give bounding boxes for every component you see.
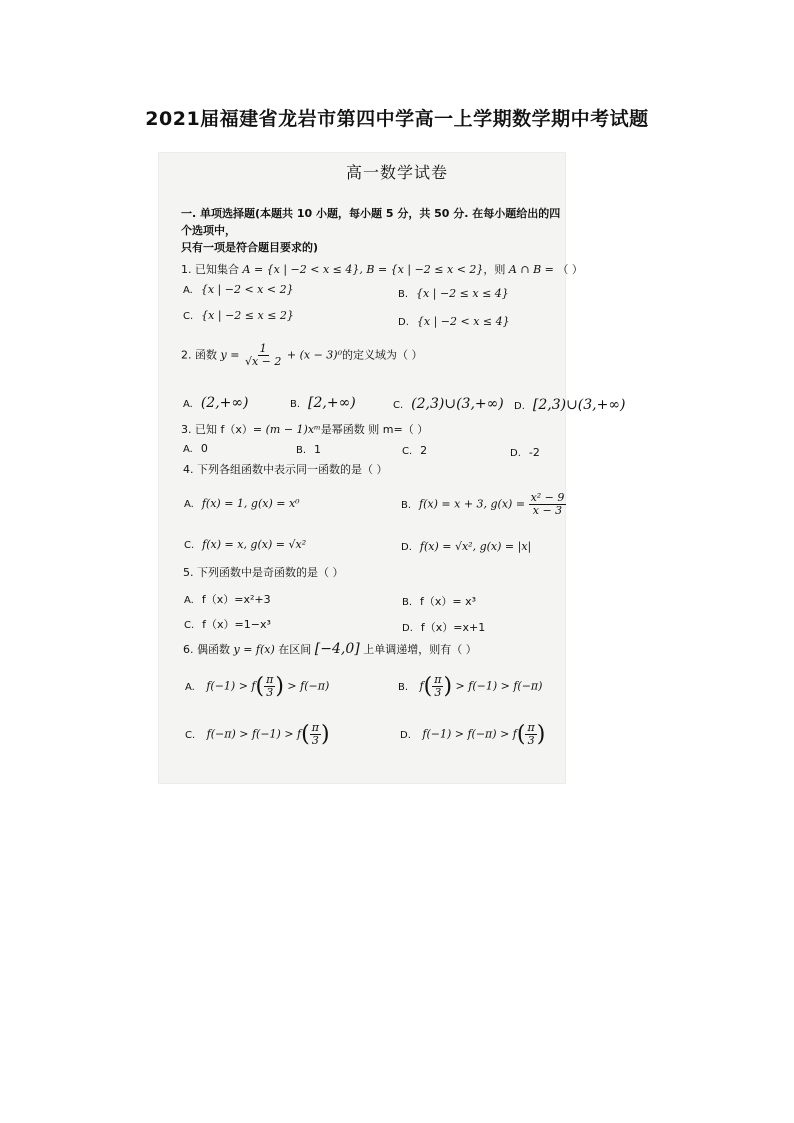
option-label: B.	[398, 681, 409, 693]
right-paren: )	[536, 722, 546, 747]
option-label: C.	[393, 400, 404, 411]
question-number: 1.	[181, 263, 192, 276]
question-6-option-a	[185, 674, 329, 699]
option-label: C.	[183, 311, 194, 322]
question-2-option-d	[514, 397, 625, 413]
option-text: 2	[420, 444, 428, 457]
option-text: f(x) = 1, g(x) = x⁰	[201, 497, 300, 510]
option-text: f(−1) > f(−π) > f	[422, 727, 517, 741]
option-text: > f(−1) > f(−π)	[455, 679, 543, 693]
question-number: 6.	[183, 643, 194, 656]
fraction-numerator: x² − 9	[530, 491, 565, 504]
question-number: 4.	[183, 463, 194, 476]
question-3-option-b	[296, 443, 321, 456]
left-paren: (	[423, 674, 433, 699]
fraction-numerator: π	[434, 673, 442, 686]
question-4-option-b	[401, 492, 566, 517]
question-4-stem	[183, 461, 388, 477]
option-text: {x | −2 ≤ x ≤ 4}	[416, 287, 509, 300]
question-number: 5.	[183, 566, 194, 579]
question-2-option-a	[183, 395, 249, 411]
option-label: C.	[185, 729, 196, 741]
question-4-option-a	[184, 497, 300, 510]
question-6-option-d	[400, 722, 545, 747]
option-label: D.	[401, 542, 412, 553]
question-3-option-a	[183, 442, 208, 455]
question-5-option-c	[184, 616, 271, 632]
question-number: 2.	[181, 348, 192, 362]
fraction	[432, 674, 443, 699]
fraction-numerator: π	[311, 721, 319, 734]
option-text: f(x) = √x², g(x) = |x|	[419, 540, 532, 553]
question-3-option-c	[402, 444, 427, 457]
left-paren: (	[301, 722, 310, 747]
question-2-option-b	[290, 395, 356, 411]
option-label: B.	[290, 399, 301, 410]
left-paren: (	[255, 674, 265, 699]
question-text: 函数	[195, 348, 217, 362]
question-math: y =	[220, 348, 240, 362]
option-label: D.	[402, 623, 413, 634]
right-paren: )	[320, 722, 330, 747]
question-5-option-b	[402, 593, 476, 609]
left-paren: (	[516, 722, 526, 747]
question-1-stem	[181, 261, 583, 277]
option-text: f	[419, 679, 424, 693]
fraction-denominator: √x − 2	[244, 355, 282, 368]
option-label: A.	[184, 595, 194, 606]
option-text: f(−1) > f	[206, 679, 256, 693]
option-label: C.	[184, 620, 195, 631]
fraction-numerator: π	[527, 721, 535, 734]
question-6-option-c	[185, 722, 330, 747]
answer-blank: （ ）	[557, 263, 583, 276]
question-5-stem	[183, 564, 344, 580]
question-2-stem	[181, 343, 422, 368]
question-math: y = f(x)	[233, 643, 275, 656]
fraction-denominator: 3	[434, 686, 442, 699]
option-text: [2,+∞)	[308, 395, 356, 411]
section-heading	[181, 205, 561, 256]
option-text: f(x) = x + 3, g(x) =	[419, 497, 526, 511]
question-5-option-d	[402, 619, 485, 635]
option-label: B.	[402, 597, 413, 608]
fraction-denominator: 3	[527, 734, 535, 747]
question-math: + (x − 3)⁰	[286, 348, 342, 362]
option-text: [2,3)∪(3,+∞)	[532, 397, 626, 413]
option-text: f（x）=x+1	[420, 621, 486, 634]
option-label: C.	[402, 446, 413, 457]
option-text: f（x）= x³	[420, 595, 477, 608]
option-text: 0	[200, 442, 208, 455]
option-label: C.	[184, 540, 195, 551]
question-2-option-c	[393, 396, 504, 412]
question-text: 上单调递增，则有（ ）	[363, 643, 477, 656]
question-math: [−4,0]	[314, 641, 360, 657]
option-label: A.	[185, 681, 195, 693]
question-text: 是幂函数 则 m=（ ）	[320, 423, 429, 436]
option-text: 1	[314, 443, 322, 456]
option-text: {x | −2 ≤ x ≤ 2}	[201, 309, 294, 322]
option-text: {x | −2 < x ≤ 4}	[416, 315, 510, 328]
option-label: D.	[400, 729, 411, 741]
fraction	[525, 722, 536, 747]
question-text: 已知集合	[195, 263, 239, 276]
question-math: A ∩ B =	[508, 263, 554, 276]
question-1-option-b	[398, 287, 509, 300]
right-paren: )	[443, 674, 453, 699]
option-label: A.	[183, 444, 193, 455]
question-3-stem	[181, 421, 428, 437]
fraction	[264, 674, 275, 699]
fraction-denominator: 3	[311, 734, 319, 747]
option-text: (2,3)∪(3,+∞)	[411, 396, 504, 412]
section-heading-line-2: 只有一项是符合题目要求的)	[181, 241, 319, 254]
question-text: 偶函数	[197, 643, 230, 656]
fraction	[529, 492, 567, 517]
option-text: f（x）=x²+3	[201, 593, 271, 606]
option-text: f(x) = x, g(x) = √x²	[202, 538, 307, 551]
document-title: 2021届福建省龙岩市第四中学高一上学期数学期中考试题	[145, 108, 649, 130]
question-text: ，则	[483, 263, 506, 276]
right-paren: )	[275, 674, 284, 699]
question-6-stem	[183, 641, 477, 657]
question-text: 已知 f（x）=	[195, 423, 263, 436]
question-1-option-d	[398, 315, 510, 328]
option-label: A.	[184, 499, 194, 510]
question-5-option-a	[184, 591, 271, 607]
question-text: 下列函数中是奇函数的是（ ）	[197, 566, 344, 579]
option-text: f（x）=1−x³	[202, 618, 271, 631]
fraction	[310, 722, 321, 747]
option-label: D.	[510, 448, 521, 459]
option-text: f(−π) > f(−1) > f	[206, 727, 302, 741]
option-text: -2	[528, 446, 540, 459]
question-math: (m − 1)xᵐ	[265, 423, 321, 436]
question-1-option-c	[183, 309, 294, 322]
question-math: A = {x | −2 < x ≤ 4}, B = {x | −2 ≤ x < 2}	[242, 263, 484, 276]
option-label: B.	[398, 289, 409, 300]
option-label: A.	[183, 399, 193, 410]
question-4-option-c	[184, 538, 306, 551]
fraction-numerator: π	[266, 673, 274, 686]
question-3-option-d	[510, 446, 540, 459]
fraction-denominator: 3	[266, 686, 274, 699]
question-number: 3.	[181, 423, 192, 436]
option-label: B.	[296, 445, 307, 456]
question-1-option-a	[183, 283, 294, 296]
question-6-option-b	[398, 674, 542, 699]
question-4-option-d	[401, 540, 531, 553]
option-label: D.	[514, 401, 525, 412]
paper-title: 高一数学试卷	[345, 163, 448, 182]
question-text: 下列各组函数中表示同一函数的是（ ）	[197, 463, 388, 476]
question-text: 的定义域为（ ）	[341, 348, 423, 362]
option-text: (2,+∞)	[200, 395, 249, 411]
question-text: 在区间	[278, 643, 312, 656]
fraction-numerator: 1	[259, 342, 267, 355]
option-text: {x | −2 < x < 2}	[200, 283, 294, 296]
option-label: A.	[183, 285, 193, 296]
fraction	[243, 343, 283, 368]
section-heading-line-1: 一. 单项选择题(本题共 10 小题，每小题 5 分，共 50 分. 在每小题给出的四个选项中，	[181, 207, 561, 237]
option-text: > f(−π)	[287, 679, 330, 693]
option-label: D.	[398, 317, 409, 328]
fraction-denominator: x − 3	[532, 504, 563, 517]
option-label: B.	[401, 499, 412, 511]
